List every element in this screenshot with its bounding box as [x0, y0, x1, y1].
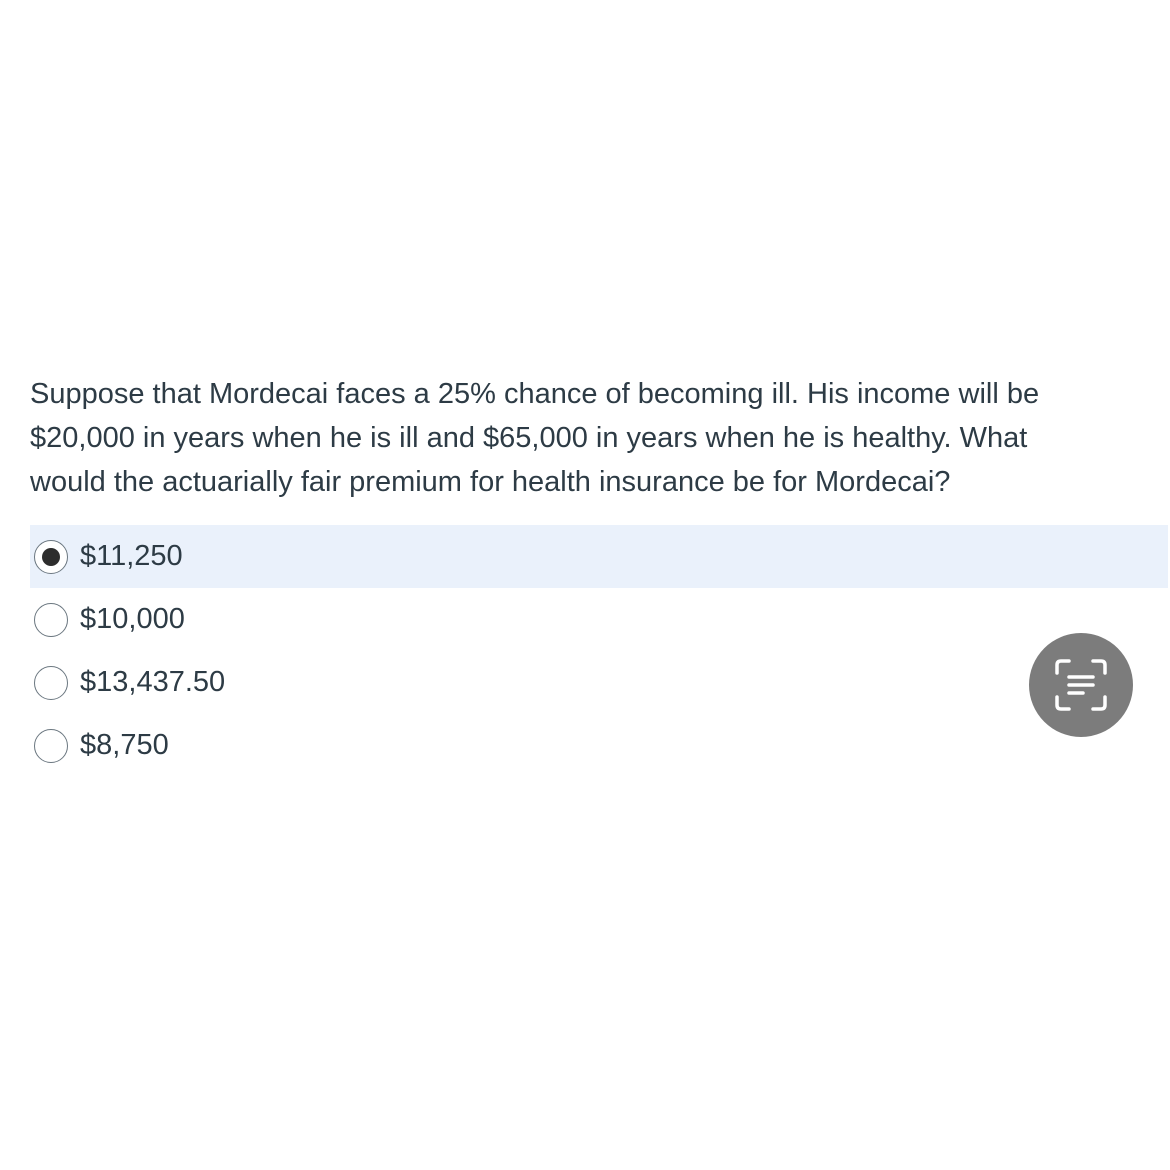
- answer-label: $11,250: [80, 540, 183, 572]
- question-line: Suppose that Mordecai faces a 25% chance of becoming ill. His income will be: [30, 378, 1040, 410]
- answer-option-1[interactable]: [30, 525, 1168, 588]
- answer-option-3[interactable]: [30, 651, 1168, 714]
- answer-label: $8,750: [80, 729, 169, 761]
- radio-button[interactable]: [34, 666, 68, 700]
- radio-dot: [42, 548, 60, 566]
- text-scan-icon: [1051, 655, 1111, 715]
- radio-button-selected[interactable]: [34, 540, 68, 574]
- answer-label: $10,000: [80, 603, 185, 635]
- radio-button[interactable]: [34, 729, 68, 763]
- radio-button[interactable]: [34, 603, 68, 637]
- question-line: would the actuarially fair premium for health insurance be for Mordecai?: [30, 466, 951, 498]
- text-scan-button[interactable]: [1029, 633, 1133, 737]
- question-text: [30, 372, 1110, 504]
- answer-option-2[interactable]: [30, 588, 1168, 651]
- answer-label: $13,437.50: [80, 666, 226, 698]
- question-line: $20,000 in years when he is ill and $65,000 in years when he is healthy. What: [30, 422, 1028, 454]
- answer-options: [30, 525, 1168, 777]
- answer-option-4[interactable]: [30, 714, 1168, 777]
